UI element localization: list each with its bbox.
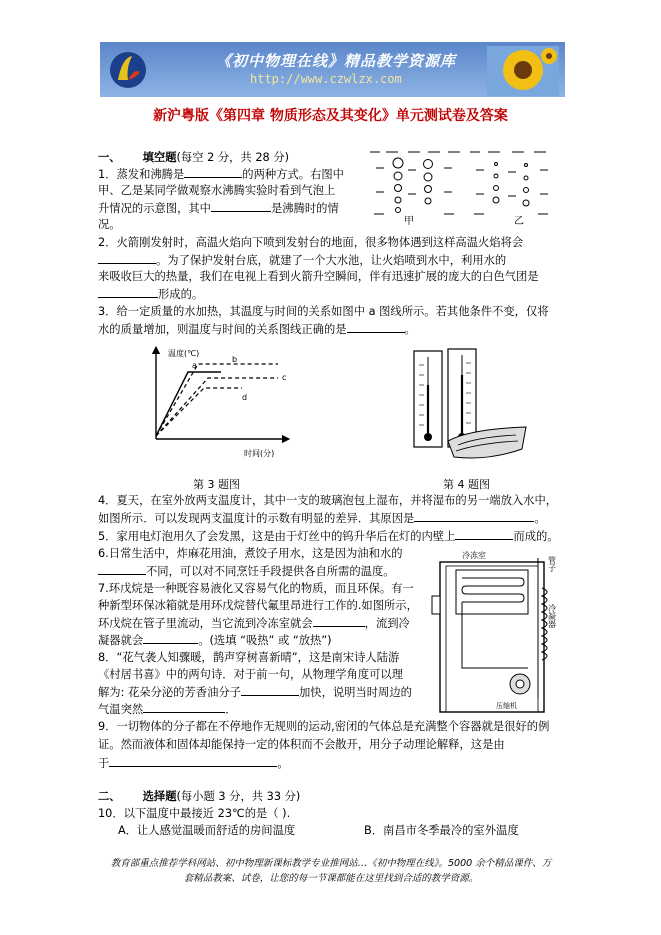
section2-heading: 二、 选择题(每小题 3 分，共 33 分) — [98, 790, 301, 803]
q9-line1: 9．一切物体的分子都在不停地作无规则的运动,密闭的气体总是充满整个容器就是很好的例 — [98, 720, 550, 733]
q6-line2: 不同，可以对不同烹饪手段提供各自所需的温度。 — [98, 563, 395, 579]
q4-line2: 如图所示．可以发现两支温度计的示数有明显的差异．其原因是 。 — [98, 512, 546, 525]
page-title: 新沪粤版《第四章 物质形态及其变化》单元测试卷及答案 — [153, 108, 508, 124]
q4-caption: 第 4 题图 — [443, 478, 490, 491]
q4-line1: 4．夏天，在室外放两支温度计，其中一支的玻璃泡包上湿布，并将湿布的另一端放入水中， — [98, 494, 558, 507]
q8-line4: 气温突然 ． — [98, 703, 237, 716]
q9-line2: 证。然而液体和固体却能保持一定的体积而不会散开，用分子动理论解释，这是由 — [98, 738, 505, 751]
q9-line3: 于 。 — [98, 757, 289, 770]
q10-option-a: A．让人感觉温暖而舒适的房间温度 — [118, 824, 296, 837]
q7-line2: 种新型环保冰箱就是用环戊烷替代氟里昂进行工作的.如图所示， — [98, 599, 418, 612]
graph-xlabel: 时间(分) — [244, 449, 275, 458]
q4-thermometers-figure — [408, 345, 530, 463]
q8-line1: 8．“花气袭人知骤暖，鹊声穿树喜新晴”，这是南宋诗人陆游 — [98, 651, 400, 664]
q1-line4: 况。 — [98, 218, 121, 231]
fridge-compressor-label: 压缩机 — [496, 702, 517, 710]
boiling-bubbles-figure — [368, 148, 563, 228]
q3-temperature-graph — [146, 344, 296, 464]
banner-url[interactable]: http://www.czwlzx.com — [250, 72, 402, 86]
site-logo-icon — [108, 50, 148, 90]
q7-line4: 凝器就会 。(选填 “吸热” 或 “放热”) — [98, 634, 332, 647]
q2-line1: 2．火箭刚发射时，高温火焰向下喷到发射台的地面，很多物体遇到这样高温火焰将会 — [98, 236, 524, 249]
sunflower-icon — [487, 46, 559, 96]
q2-line4: 形成的。 — [98, 286, 203, 302]
page-footer — [96, 856, 566, 886]
banner-title: 《初中物理在线》精品教学资源库 — [216, 52, 457, 70]
q1-line1: 1．蒸发和沸腾是 的两种方式。右图中 — [98, 168, 344, 181]
q2-line2: 。为了保护发射台底，就建了一个大水池，让火焰喷到水中，利用水的 — [98, 252, 506, 268]
q8-line3: 解为: 花朵分泌的芳香油分子 加快，说明当时周边的 — [98, 686, 412, 699]
section1-heading: 一、 填空题(每空 2 分，共 28 分) — [98, 151, 290, 164]
q10-option-b: B．南昌市冬季最冷的室外温度 — [364, 824, 519, 837]
q8-line2: 《村居书喜》中的两句诗．对于前一句，从物理学角度可以理 — [98, 668, 404, 681]
curve-a-label: a — [192, 361, 197, 370]
q10-stem: 10．以下温度中最接近 23℃的是（ ). — [98, 807, 291, 820]
curve-c-label: c — [282, 373, 287, 382]
footer-line2: 套精品教案、试卷，让您的每一节课都能在这里找到合适的教学资源。 — [183, 873, 479, 884]
q3-caption: 第 3 题图 — [193, 478, 240, 491]
q1-line2: 甲、乙是某同学做观察水沸腾实验时看到气泡上 — [98, 184, 336, 197]
q7-line3: 环戊烷在管子里流动，当它流到冷冻室就会 ，流到冷 — [98, 617, 410, 630]
label-jia: 甲 — [404, 216, 414, 227]
q5-line1: 5．家用电灯泡用久了会发黑，这是由于灯丝中的钨升华后在灯的内壁上 而成的。 — [98, 530, 559, 543]
fridge-condenser-label: 冷凝器 — [547, 604, 557, 628]
curve-d-label: d — [242, 393, 248, 402]
q6-line1: 6.日常生活中，炸麻花用油，煮饺子用水，这是因为油和水的 — [98, 547, 403, 560]
fridge-freezer-label: 冷冻室 — [462, 551, 486, 560]
q7-line1: 7.环戊烷是一种既容易液化又容易气化的物质，而且环保。有一 — [98, 582, 414, 595]
label-yi: 乙 — [514, 216, 524, 227]
curve-b-label: b — [232, 355, 238, 364]
fridge-pipe-label: 管子 — [547, 556, 557, 572]
q1-line3: 升情况的示意图，其中 是沸腾时的情 — [98, 202, 339, 215]
graph-ylabel: 温度(℃) — [168, 349, 200, 358]
q3-line1: 3．给一定质量的水加热，其温度与时间的关系如图中 a 图线所示。若其他条件不变，仅将 — [98, 305, 549, 318]
q7-fridge-figure — [428, 548, 568, 718]
q2-line3: 来吸收巨大的热量，我们在电视上看到火箭升空瞬间，伴有迅速扩展的庞大的白色气团是 — [98, 270, 539, 283]
footer-line1: 教育部重点推荐学科网站、初中物理新课标教学专业推网站…《初中物理在线》。5000 余个精品课件、万 — [110, 858, 552, 869]
q3-line2: 水的质量增加，则温度与时间的关系图线正确的是 。 — [98, 323, 416, 336]
